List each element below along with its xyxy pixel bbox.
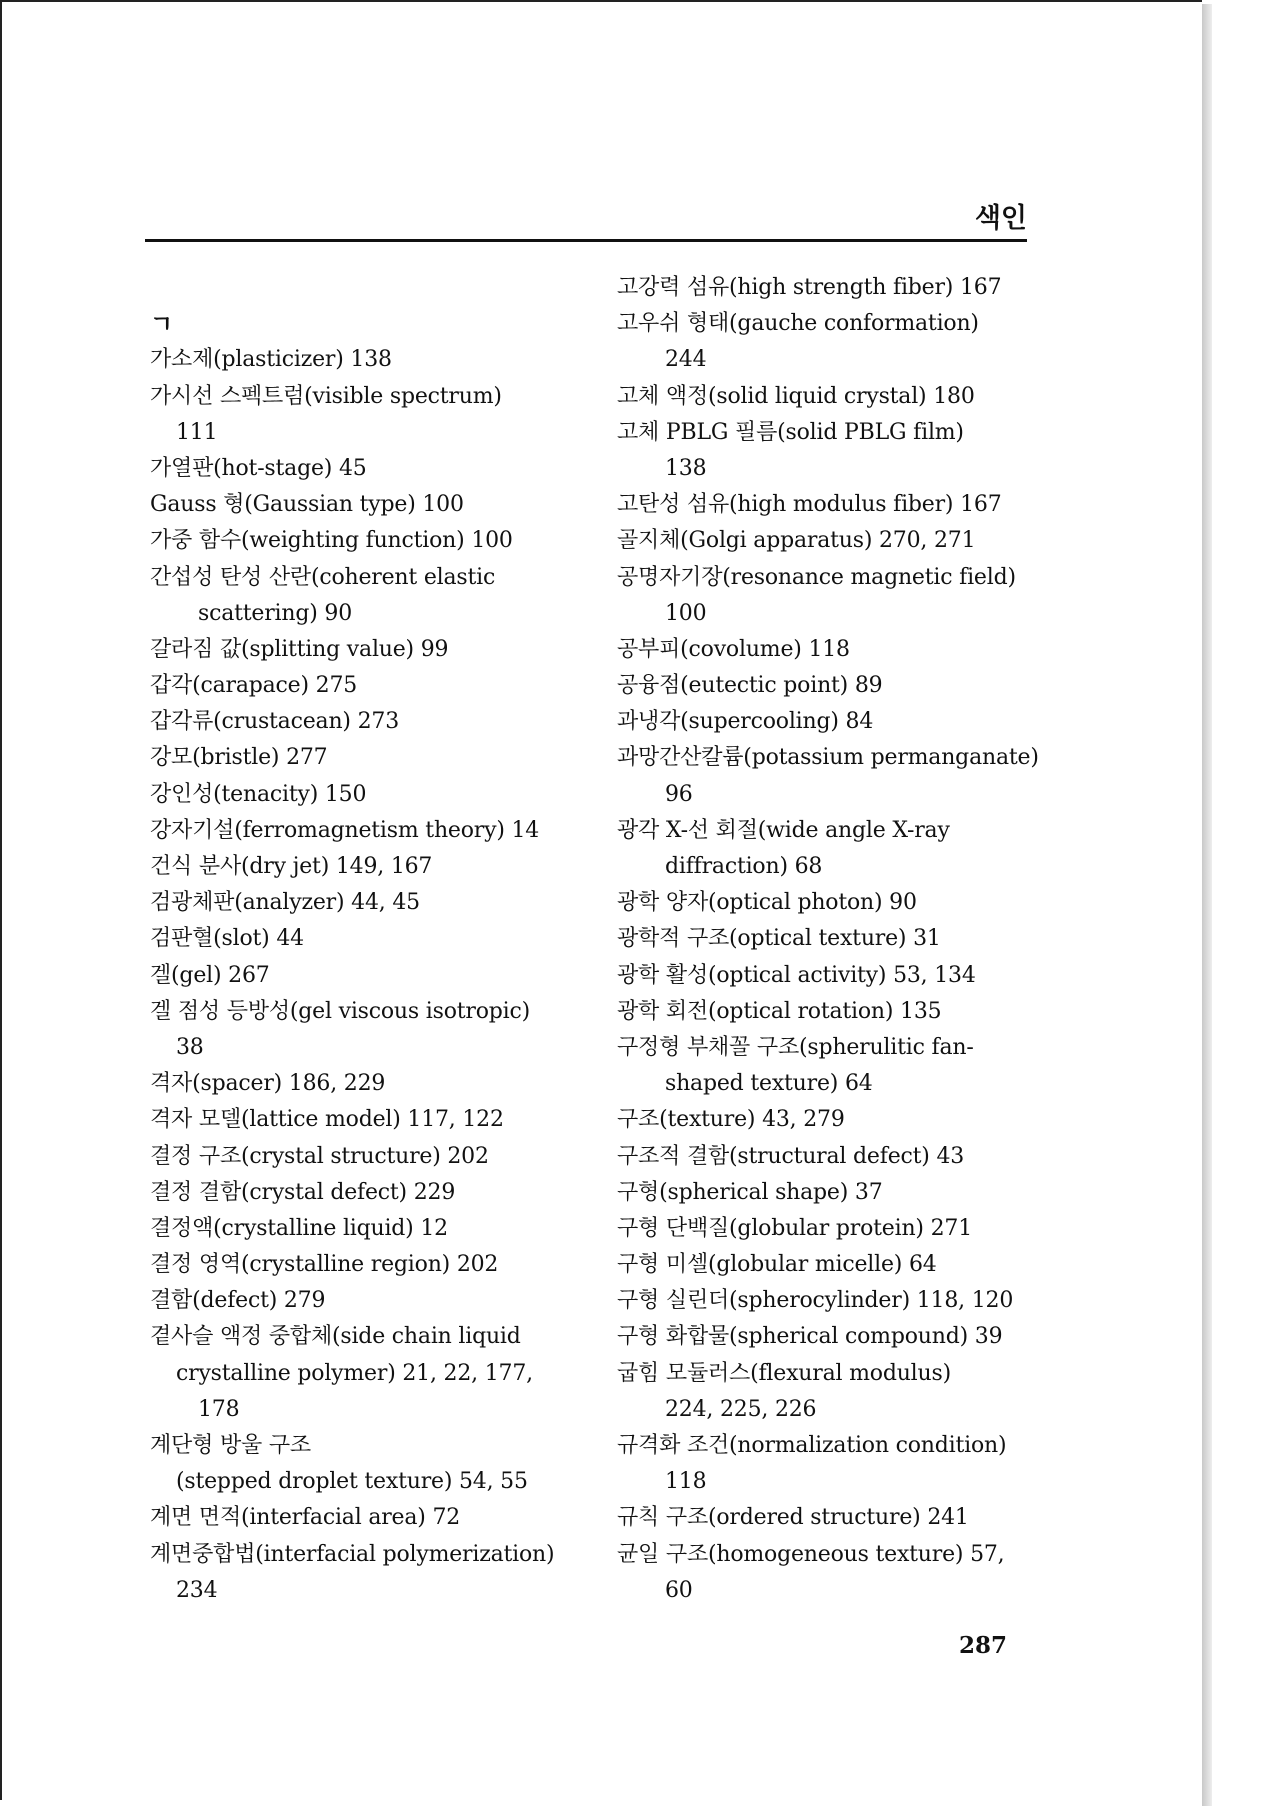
index-entry-line: 결정액(crystalline liquid) 12 xyxy=(150,1215,448,1241)
index-entry-line: 규칙 구조(ordered structure) 241 xyxy=(617,1505,969,1531)
index-entry-line: 광각 X-선 회절(wide angle X-ray xyxy=(617,817,950,843)
index-entry-line: 가열판(hot-stage) 45 xyxy=(150,455,367,481)
index-entry-line: 격자(spacer) 186, 229 xyxy=(150,1071,386,1097)
index-entry-line: 갈라짐 값(splitting value) 99 xyxy=(150,636,449,662)
index-entry-line: 간섭성 탄성 산란(coherent elastic xyxy=(150,564,496,590)
page-number: 287 xyxy=(958,1632,1007,1659)
index-entry-line: 구조(texture) 43, 279 xyxy=(617,1107,845,1133)
index-entry-line: 규격화 조건(normalization condition) xyxy=(617,1433,1007,1458)
index-entry-line: 100 xyxy=(665,600,707,626)
index-entry-line: 고강력 섬유(high strength fiber) 167 xyxy=(617,275,1002,300)
index-entry-line xyxy=(150,270,580,306)
index-entry-line: 고체 액정(solid liquid crystal) 180 xyxy=(617,383,975,409)
index-entry-line: 공부피(covolume) 118 xyxy=(617,636,850,662)
index-entry-line: 강자기설(ferromagnetism theory) 14 xyxy=(150,817,540,843)
index-entry-line: 격자 모델(lattice model) 117, 122 xyxy=(150,1107,504,1133)
index-entry-line: 96 xyxy=(665,781,693,807)
index-entry-line: 구형 미셀(globular micelle) 64 xyxy=(617,1252,937,1278)
index-entry-line: Gauss 형(Gaussian type) 100 xyxy=(150,492,464,518)
index-entry-line: 구형 화합물(spherical compound) 39 xyxy=(617,1324,1003,1350)
index-entry-line: 가소제(plasticizer) 138 xyxy=(150,347,392,373)
index-entry-line: 고우쉬 형태(gauche conformation) xyxy=(617,311,979,337)
index-entry-line: 공명자기장(resonance magnetic field) xyxy=(617,564,1016,590)
index-entry-line: 겔 점성 등방성(gel viscous isotropic) xyxy=(150,998,530,1024)
index-entry-line: 강모(bristle) 277 xyxy=(150,745,328,771)
index-entry-line: 갑각(carapace) 275 xyxy=(150,673,358,699)
index-entry-line: 118 xyxy=(665,1469,707,1495)
page-header-title: 색인 xyxy=(974,203,1027,234)
header-rule xyxy=(145,239,1027,242)
index-entry-line: 138 xyxy=(665,455,707,481)
index-entry-line: 결정 영역(crystalline region) 202 xyxy=(150,1252,499,1278)
index-entry-line: 111 xyxy=(176,419,218,445)
index-entry-line: 구조적 결함(structural defect) 43 xyxy=(617,1143,965,1169)
index-entry-line: 검판혈(slot) 44 xyxy=(150,926,304,952)
index-entry-line: 178 xyxy=(198,1396,240,1422)
index-entry-line: 구형 단백질(globular protein) 271 xyxy=(617,1215,972,1241)
index-entry-line: 결정 결함(crystal defect) 229 xyxy=(150,1179,456,1205)
index-entry-line: 광학 활성(optical activity) 53, 134 xyxy=(617,962,976,988)
index-entry-line: 계면중합법(interfacial polymerization) xyxy=(150,1541,555,1567)
index-entry-line: 공융점(eutectic point) 89 xyxy=(617,673,883,699)
index-entry-line: 구정형 부채꼴 구조(spherulitic fan- xyxy=(617,1034,974,1060)
index-section-letter: ㄱ xyxy=(150,310,173,339)
index-entry-line: shaped texture) 64 xyxy=(665,1071,873,1097)
index-entry-line: 광학 양자(optical photon) 90 xyxy=(617,890,917,916)
index-entry-line: 균일 구조(homogeneous texture) 57, xyxy=(617,1541,1005,1567)
index-entry-line: 강인성(tenacity) 150 xyxy=(150,781,367,807)
index-entry-line: 광학적 구조(optical texture) 31 xyxy=(617,926,941,952)
index-entry-line: 244 xyxy=(665,347,707,373)
index-entry-line: 계단형 방울 구조 xyxy=(150,1433,311,1458)
index-entry-line: (stepped droplet texture) 54, 55 xyxy=(176,1469,528,1495)
page-edge-shadow xyxy=(1202,4,1212,1806)
index-entry-line: 광학 회전(optical rotation) 135 xyxy=(617,998,942,1024)
index-entry-line: crystalline polymer) 21, 22, 177, xyxy=(176,1360,533,1386)
index-entry-line: 구형(spherical shape) 37 xyxy=(617,1179,883,1205)
index-entry-line: 구형 실린더(spherocylinder) 118, 120 xyxy=(617,1288,1014,1314)
index-entry-line: 234 xyxy=(176,1577,218,1603)
index-entry-line: 고탄성 섬유(high modulus fiber) 167 xyxy=(617,492,1002,518)
index-entry-line: 건식 분사(dry jet) 149, 167 xyxy=(150,854,433,879)
index-entry-line: diffraction) 68 xyxy=(665,854,823,879)
index-entry-line: 과냉각(supercooling) 84 xyxy=(617,709,874,735)
index-entry-line: 검광체판(analyzer) 44, 45 xyxy=(150,890,420,916)
index-entry-line: scattering) 90 xyxy=(198,600,353,626)
index-entry-line: 38 xyxy=(176,1034,204,1060)
index-entry-line: 갑각류(crustacean) 273 xyxy=(150,709,399,735)
index-entry-line: 결함(defect) 279 xyxy=(150,1288,326,1314)
index-entry-line: 과망간산칼륨(potassium permanganate) xyxy=(617,745,1039,771)
index-entry-line: 고체 PBLG 필름(solid PBLG film) xyxy=(617,419,964,445)
index-entry-line: 60 xyxy=(665,1577,693,1603)
index-entry-line: 결정 구조(crystal structure) 202 xyxy=(150,1143,489,1169)
index-column-left xyxy=(150,270,580,1609)
index-column-right xyxy=(617,270,1047,1609)
index-entry-line: 가시선 스펙트럼(visible spectrum) xyxy=(150,383,502,409)
index-entry-line: 계면 면적(interfacial area) 72 xyxy=(150,1505,461,1531)
index-entry-line: 굽힘 모듈러스(flexural modulus) xyxy=(617,1360,951,1386)
index-entry-line: 가중 함수(weighting function) 100 xyxy=(150,528,513,554)
index-entry-line: 겔(gel) 267 xyxy=(150,962,270,988)
index-entry-line: 곁사슬 액정 중합체(side chain liquid xyxy=(150,1324,521,1350)
index-entry-line: 224, 225, 226 xyxy=(665,1396,817,1422)
index-entry-line: 골지체(Golgi apparatus) 270, 271 xyxy=(617,528,976,554)
